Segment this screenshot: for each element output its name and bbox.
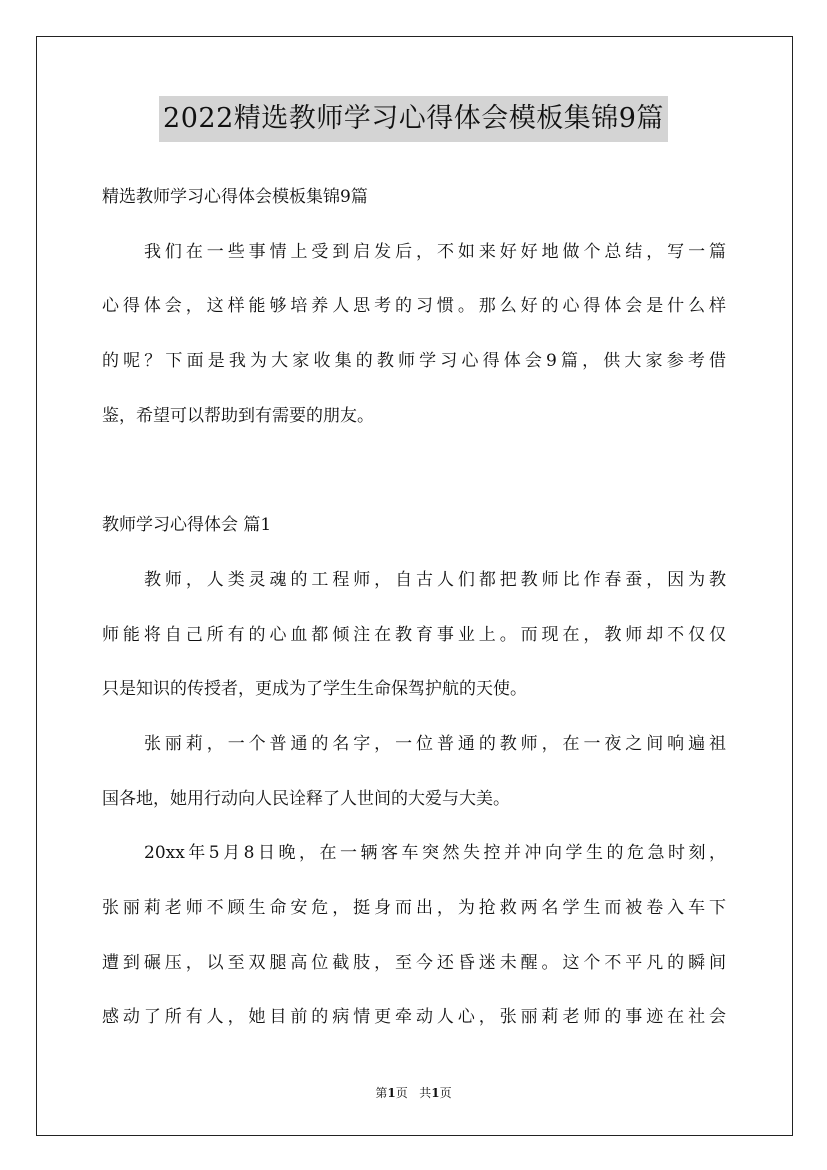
footer-total-prefix: 共 <box>419 1086 432 1100</box>
document-subtitle: 精选教师学习心得体会模板集锦9篇 <box>102 187 368 207</box>
paragraph-line: 遭到碾压，以至双腿高位截肢，至今还昏迷未醒。这个不平凡的瞬间 <box>102 952 726 973</box>
paragraph-line: 张丽莉，一个普通的名字，一位普通的教师，在一夜之间响遍祖 <box>144 733 726 754</box>
footer-page-current: 1 <box>387 1086 396 1100</box>
intro-line: 的呢？下面是我为大家收集的教师学习心得体会9篇，供大家参考借 <box>102 351 726 372</box>
footer-page-total: 1 <box>431 1086 440 1100</box>
paragraph-line: 20xx年5月8日晚，在一辆客车突然失控并冲向学生的危急时刻， <box>144 843 726 864</box>
document-title: 2022精选教师学习心得体会模板集锦9篇 <box>159 96 668 142</box>
paragraph-line: 张丽莉老师不顾生命安危，挺身而出，为抢救两名学生而被卷入车下 <box>102 897 726 918</box>
footer-page-prefix: 第 <box>375 1086 388 1100</box>
intro-line: 我们在一些事情上受到启发后，不如来好好地做个总结，写一篇 <box>144 241 726 262</box>
title-area <box>0 96 827 142</box>
intro-line: 心得体会，这样能够培养人思考的习惯。那么好的心得体会是什么样 <box>102 296 726 317</box>
page-footer <box>0 1084 827 1101</box>
footer-total-suffix: 页 <box>439 1086 452 1100</box>
paragraph-line: 教师，人类灵魂的工程师，自古人们都把教师比作春蚕，因为教 <box>144 569 726 590</box>
document-body <box>102 170 726 1045</box>
paragraph-line: 师能将自己所有的心血都倾注在教育事业上。而现在，教师却不仅仅 <box>102 624 726 645</box>
paragraph-line: 感动了所有人，她目前的病情更牵动人心，张丽莉老师的事迹在社会 <box>102 1007 726 1028</box>
footer-page-suffix: 页 <box>395 1086 408 1100</box>
paragraph-gap <box>102 443 726 498</box>
paragraph-line: 国各地，她用行动向人民诠释了人世间的大爱与大美。 <box>102 788 510 809</box>
section-heading: 教师学习心得体会 篇1 <box>102 515 272 536</box>
intro-line: 鉴，希望可以帮助到有需要的朋友。 <box>102 405 374 426</box>
paragraph-line: 只是知识的传授者，更成为了学生生命保驾护航的天使。 <box>102 679 527 700</box>
